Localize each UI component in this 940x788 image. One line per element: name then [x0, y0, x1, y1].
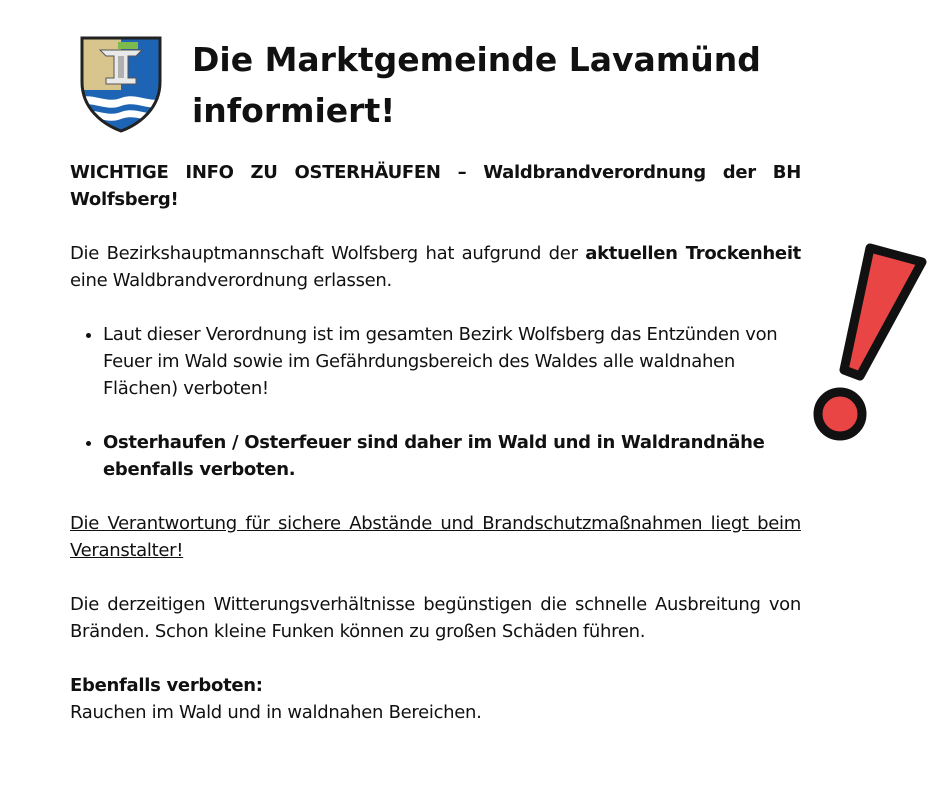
notice-heading: WICHTIGE INFO ZU OSTERHÄUFEN – Waldbrandverordnung der BH Wolfsberg!: [70, 162, 801, 210]
title-line-1: Die Marktgemeinde Lavamünd: [192, 40, 761, 79]
intro-bold-text: aktuellen Trockenheit: [585, 243, 801, 264]
weather-paragraph: Die derzeitigen Witterungsverhältnisse begünstigen die schnelle Ausbreitung von Bränden. Schon kleine Funken können zu großen Schäden führen.: [70, 594, 801, 642]
exclamation-mark-icon: [806, 236, 930, 448]
bullet-list: [70, 321, 801, 402]
also-forbidden-label: Ebenfalls verboten:: [70, 675, 263, 696]
page-title: [192, 34, 812, 136]
also-forbidden-text: Rauchen im Wald und in waldnahen Bereichen.: [70, 702, 482, 723]
notice-body: [70, 159, 801, 726]
bullet-item-ordinance: • Laut dieser Verordnung ist im gesamten Bezirk Wolfsberg das Entzünden von Feuer im Wald sowie im Gefährdungsbereich des Waldes alle waldnahen Flächen) verboten!: [103, 321, 801, 402]
coat-of-arms-icon: [78, 34, 164, 134]
bullet-list-2: [70, 429, 801, 483]
bullet-item-easter-fires: • Osterhaufen / Osterfeuer sind daher im Wald und in Waldrandnähe ebenfalls verboten.: [103, 429, 801, 483]
intro-text-1: Die Bezirkshauptmannschaft Wolfsberg hat aufgrund der: [70, 243, 586, 264]
intro-text-2: eine Waldbrandverordnung erlassen.: [70, 270, 392, 291]
responsibility-paragraph: Die Verantwortung für sichere Abstände und Brandschutzmaßnahmen liegt beim Veranstalter!: [70, 513, 801, 561]
intro-paragraph: [70, 240, 801, 294]
title-line-2: informiert!: [192, 91, 396, 130]
